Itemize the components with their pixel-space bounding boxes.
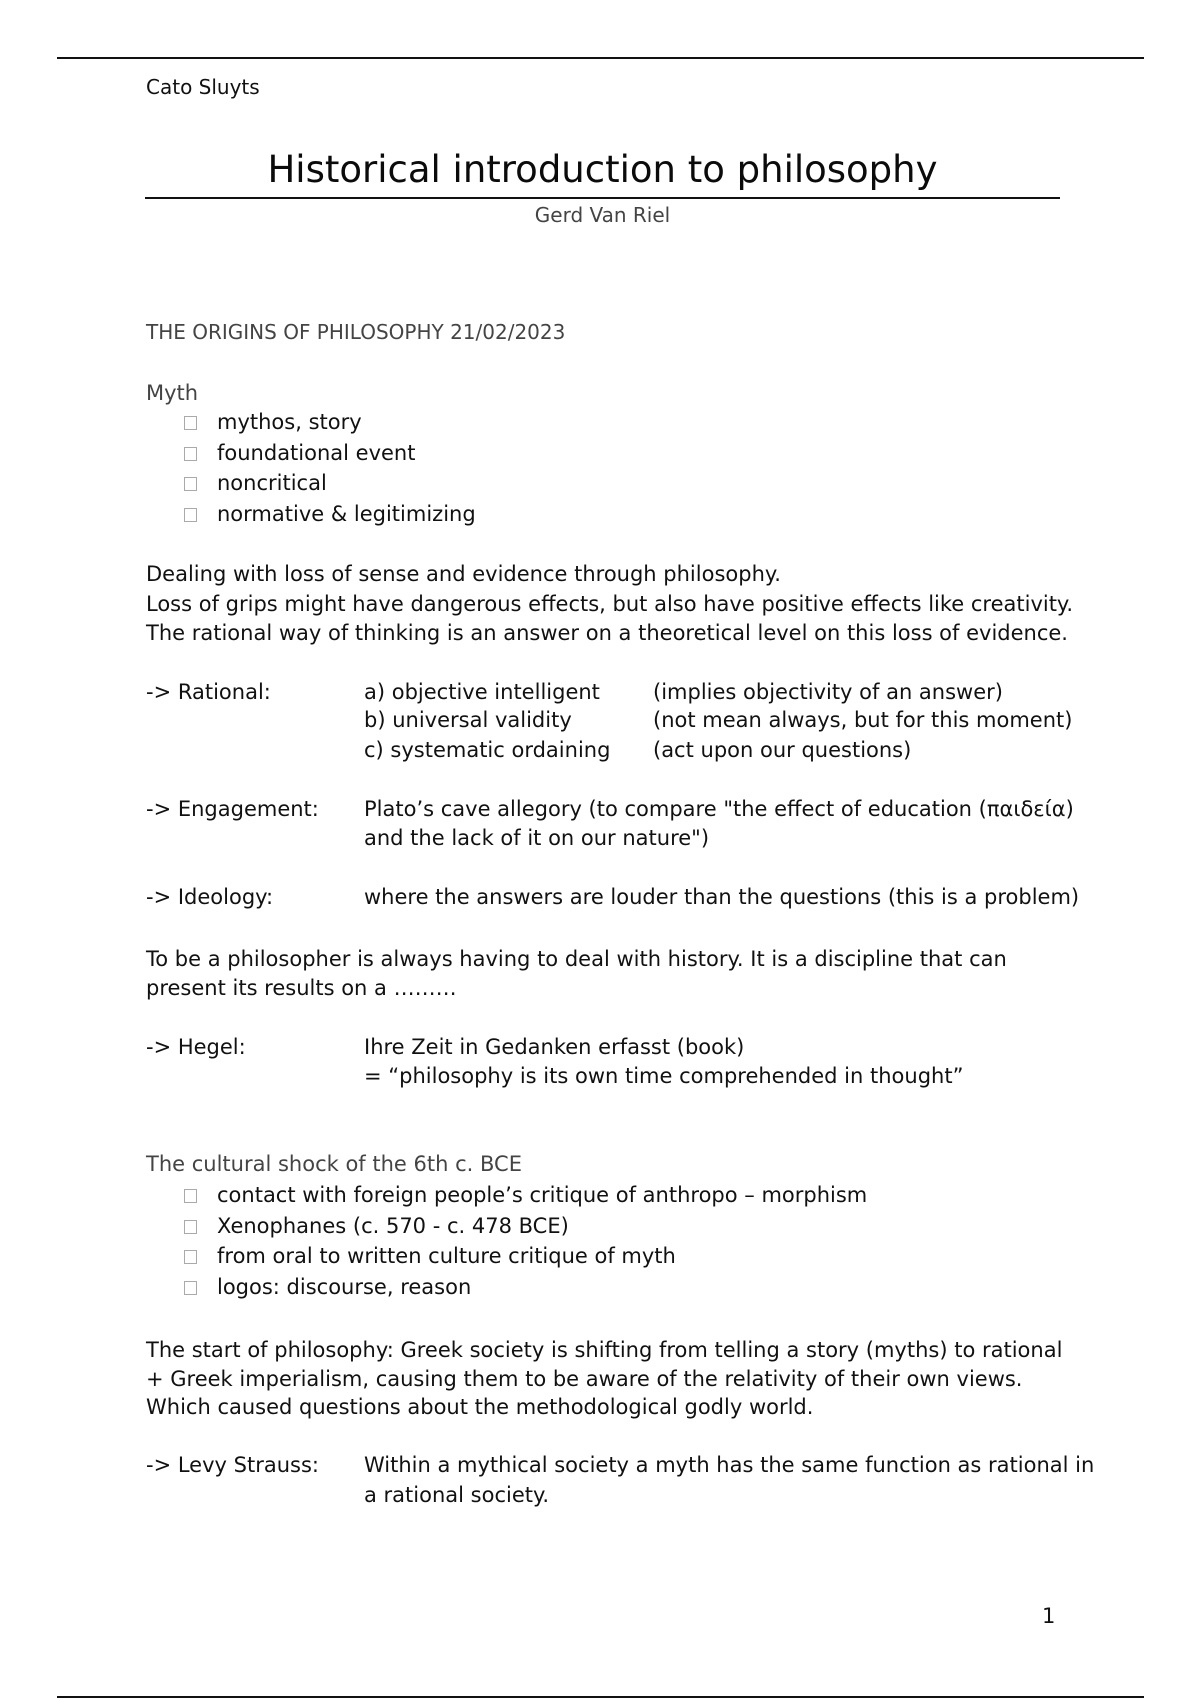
paragraph-philosopher-history: To be a philosopher is always having to deal with history. It is a discipline that can present its results on a ……… xyxy=(146,947,1007,1000)
myth-bullet-list xyxy=(184,407,476,529)
list-item: mythos, story xyxy=(184,407,476,438)
document-subtitle: Gerd Van Riel xyxy=(534,203,671,227)
page-number: 1 xyxy=(1042,1604,1056,1628)
bullet-box-icon xyxy=(184,1220,197,1234)
list-item: logos: discourse, reason xyxy=(184,1272,867,1303)
bullet-box-icon xyxy=(184,477,197,491)
rational-label: -> Rational: xyxy=(146,680,271,704)
bullet-box-icon xyxy=(184,416,197,430)
hegel-label: -> Hegel: xyxy=(146,1035,246,1059)
bullet-box-icon xyxy=(184,508,197,522)
rational-note-c: (act upon our questions) xyxy=(653,738,912,762)
list-item: contact with foreign people’s critique of anthropo – morphism xyxy=(184,1180,867,1211)
ideology-label: -> Ideology: xyxy=(146,885,274,909)
ideology-text: where the answers are louder than the questions (this is a problem) xyxy=(364,885,1080,909)
list-item: foundational event xyxy=(184,438,476,469)
engagement-line-1: Plato’s cave allegory (to compare "the effect of education (παιδεία) xyxy=(364,797,1074,821)
engagement-label: -> Engagement: xyxy=(146,797,319,821)
engagement-line-2: and the lack of it on our nature") xyxy=(364,826,710,850)
title-underline xyxy=(145,197,1060,199)
section-heading-origins: THE ORIGINS OF PHILOSOPHY 21/02/2023 xyxy=(146,320,566,344)
list-item: normative & legitimizing xyxy=(184,499,476,530)
paragraph-loss-of-sense: Dealing with loss of sense and evidence through philosophy. xyxy=(146,562,781,586)
cultural-shock-bullet-list xyxy=(184,1180,867,1302)
myth-heading: Myth xyxy=(146,381,199,405)
top-rule xyxy=(57,57,1144,59)
rational-note-b: (not mean always, but for this moment) xyxy=(653,708,1073,732)
paragraph-loss-of-grips: Loss of grips might have dangerous effects, but also have positive effects like creativity. The rational way of thinking is an answer on a theoretical level on this loss of evidence. xyxy=(146,592,1074,645)
author-name: Cato Sluyts xyxy=(146,75,260,99)
bullet-box-icon xyxy=(184,447,197,461)
bullet-box-icon xyxy=(184,1250,197,1264)
bullet-box-icon xyxy=(184,1281,197,1295)
hegel-line-2: = “philosophy is its own time comprehended in thought” xyxy=(364,1064,964,1088)
document-title: Historical introduction to philosophy xyxy=(267,148,938,191)
list-item: from oral to written culture critique of myth xyxy=(184,1241,867,1272)
bottom-rule xyxy=(57,1696,1144,1698)
hegel-line-1: Ihre Zeit in Gedanken erfasst (book) xyxy=(364,1035,745,1059)
list-item: noncritical xyxy=(184,468,476,499)
rational-term-c: c) systematic ordaining xyxy=(364,738,611,762)
paragraph-start-of-philosophy: The start of philosophy: Greek society is shifting from telling a story (myths) to rational + Greek imperialism, causing them to be aware of the relativity of their own views. Which caused questions about the methodological godly world. xyxy=(146,1338,1063,1419)
levy-strauss-line-1: Within a mythical society a myth has the same function as rational in xyxy=(364,1453,1095,1477)
rational-term-a: a) objective intelligent xyxy=(364,680,600,704)
rational-note-a: (implies objectivity of an answer) xyxy=(653,680,1003,704)
section-heading-cultural-shock: The cultural shock of the 6th c. BCE xyxy=(146,1152,522,1176)
levy-strauss-label: -> Levy Strauss: xyxy=(146,1453,319,1477)
levy-strauss-line-2: a rational society. xyxy=(364,1483,550,1507)
list-item: Xenophanes (c. 570 - c. 478 BCE) xyxy=(184,1211,867,1242)
bullet-box-icon xyxy=(184,1189,197,1203)
rational-term-b: b) universal validity xyxy=(364,708,572,732)
